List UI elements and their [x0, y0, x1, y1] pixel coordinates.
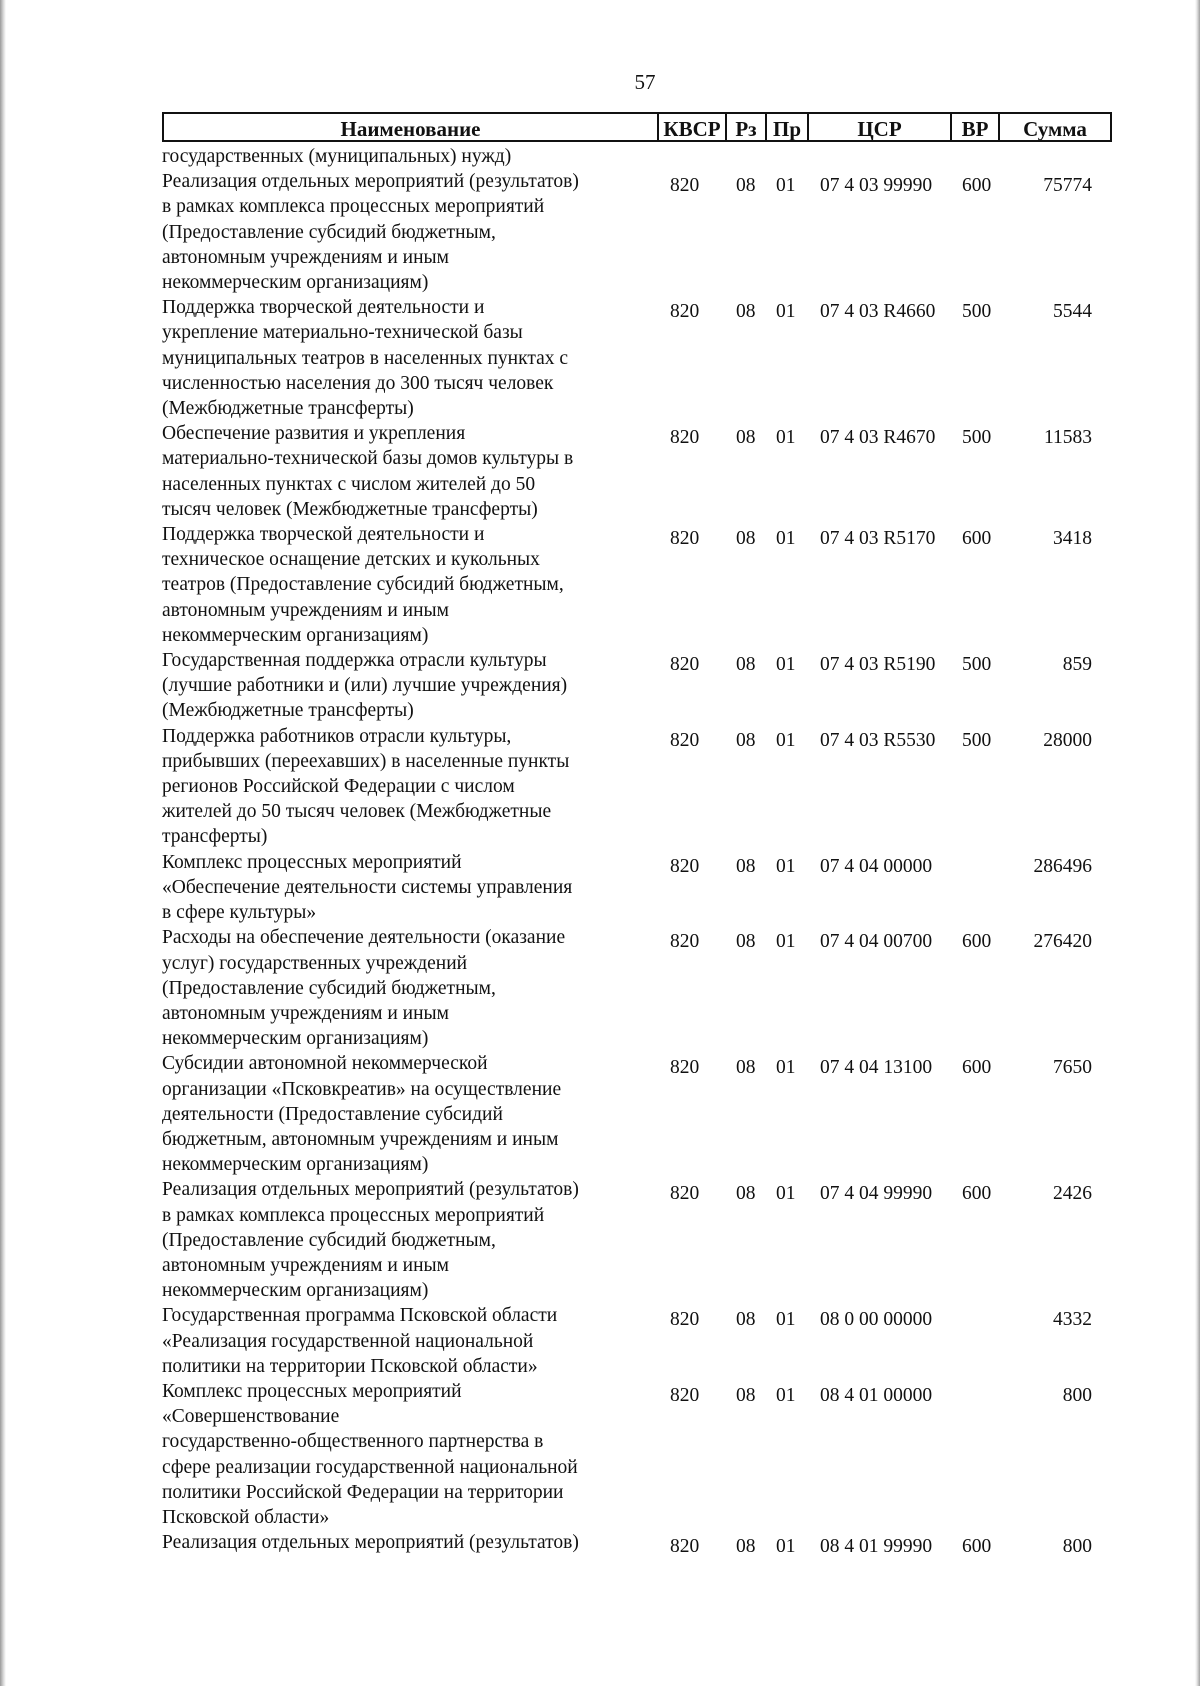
- row-rz: 08: [736, 1309, 756, 1331]
- table-row: [162, 724, 1112, 850]
- row-sum: 7650: [1053, 1057, 1092, 1079]
- page-number: 57: [634, 70, 656, 94]
- budget-table: [162, 112, 1112, 1558]
- row-kvsr: 820: [670, 175, 700, 197]
- row-rz: 08: [736, 1384, 756, 1406]
- row-csr: 07 4 04 00700: [820, 931, 933, 953]
- header-rz: Рз: [725, 112, 765, 142]
- header-csr: ЦСР: [807, 112, 950, 142]
- row-pr: 01: [776, 1384, 796, 1406]
- row-name: Субсидии автономной некоммерческой организации «Псковкреатив» на осуществление деятельности (Предоставление субсидий бюджетным, автономным учреждениям и иным некоммерческим организациям): [162, 1053, 562, 1176]
- row-csr: 07 4 03 R5190: [820, 654, 936, 676]
- table-row: [162, 1530, 1112, 1558]
- header-kvsr: КВСР: [657, 112, 725, 142]
- row-csr: 07 4 03 R5530: [820, 729, 936, 751]
- row-kvsr: 820: [670, 931, 700, 953]
- row-sum: 75774: [1043, 175, 1092, 197]
- row-name: государственных (муниципальных) нужд): [162, 146, 512, 167]
- scan-edge-right: [1195, 0, 1200, 1686]
- table-row: [162, 1177, 1112, 1303]
- row-csr: 08 4 01 00000: [820, 1384, 933, 1406]
- row-vr: 600: [962, 931, 992, 953]
- row-sum: 286496: [1033, 855, 1092, 877]
- row-rz: 08: [736, 427, 756, 449]
- row-vr: 500: [962, 427, 992, 449]
- row-rz: 08: [736, 1183, 756, 1205]
- row-name: Поддержка работников отрасли культуры, прибывших (переехавших) в населенные пункты регионов Российской Федерации с числом жителей до 50 тысяч человек (Межбюджетные трансферты): [162, 725, 570, 848]
- row-sum: 800: [1062, 1384, 1092, 1406]
- row-name: Реализация отдельных мероприятий (результатов) в рамках комплекса процессных мероприятий (Предоставление субсидий бюджетным, автономным учреждениям и иным некоммерческим организациям): [162, 1179, 579, 1302]
- row-csr: 08 4 01 99990: [820, 1536, 933, 1558]
- row-pr: 01: [776, 427, 796, 449]
- row-name: Расходы на обеспечение деятельности (оказание услуг) государственных учреждений (Предоставление субсидий бюджетным, автономным учреждениям и иным некоммерческим организациям): [162, 927, 566, 1050]
- row-vr: 600: [962, 528, 992, 550]
- row-rz: 08: [736, 175, 756, 197]
- row-csr: 07 4 04 13100: [820, 1057, 933, 1079]
- row-kvsr: 820: [670, 654, 700, 676]
- row-pr: 01: [776, 528, 796, 550]
- row-pr: 01: [776, 855, 796, 877]
- row-sum: 4332: [1053, 1309, 1092, 1331]
- row-name: Реализация отдельных мероприятий (результатов): [162, 1532, 579, 1554]
- row-kvsr: 820: [670, 301, 700, 323]
- table-row: [162, 648, 1112, 724]
- table-row: [162, 1303, 1112, 1379]
- row-pr: 01: [776, 175, 796, 197]
- row-kvsr: 820: [670, 855, 700, 877]
- row-sum: 859: [1062, 654, 1092, 676]
- table-row: [162, 144, 1112, 169]
- header-vr: ВР: [950, 112, 998, 142]
- row-pr: 01: [776, 1057, 796, 1079]
- row-vr: 500: [962, 301, 992, 323]
- row-pr: 01: [776, 1309, 796, 1331]
- row-csr: 07 4 04 00000: [820, 855, 933, 877]
- header-sum: Сумма: [998, 112, 1112, 142]
- row-name: Государственная программа Псковской области «Реализация государственной национальной политики на территории Псковской области»: [162, 1305, 558, 1377]
- header-pr: Пр: [765, 112, 807, 142]
- row-kvsr: 820: [670, 1057, 700, 1079]
- row-sum: 276420: [1033, 931, 1092, 953]
- row-name: Комплекс процессных мероприятий «Совершенствование государственно-общественного партнерства в сфере реализации государственной национальной политики Российской Федерации на территории Псковской области»: [162, 1380, 578, 1528]
- row-rz: 08: [736, 654, 756, 676]
- row-rz: 08: [736, 528, 756, 550]
- row-kvsr: 820: [670, 1183, 700, 1205]
- table-body: [162, 144, 1112, 1558]
- table-row: [162, 295, 1112, 421]
- row-kvsr: 820: [670, 528, 700, 550]
- row-name: Обеспечение развития и укрепления материально-технической базы домов культуры в населенных пунктах с числом жителей до 50 тысяч человек (Межбюджетные трансферты): [162, 423, 574, 520]
- table-row: [162, 1051, 1112, 1177]
- row-vr: 600: [962, 1536, 992, 1558]
- table-row: [162, 169, 1112, 295]
- row-kvsr: 820: [670, 427, 700, 449]
- row-rz: 08: [736, 301, 756, 323]
- row-kvsr: 820: [670, 1536, 700, 1558]
- scan-edge-left: [0, 0, 6, 1686]
- row-name: Государственная поддержка отрасли культуры (лучшие работники и (или) лучшие учреждения) (Межбюджетные трансферты): [162, 650, 568, 722]
- row-name: Реализация отдельных мероприятий (результатов) в рамках комплекса процессных мероприятий (Предоставление субсидий бюджетным, автономным учреждениям и иным некоммерческим организациям): [162, 171, 579, 294]
- row-pr: 01: [776, 729, 796, 751]
- row-rz: 08: [736, 729, 756, 751]
- row-sum: 5544: [1053, 301, 1092, 323]
- row-sum: 2426: [1053, 1183, 1092, 1205]
- table-row: [162, 925, 1112, 1051]
- row-vr: 600: [962, 1057, 992, 1079]
- row-rz: 08: [736, 1057, 756, 1079]
- row-sum: 28000: [1043, 729, 1092, 751]
- row-csr: 08 0 00 00000: [820, 1309, 933, 1331]
- row-pr: 01: [776, 654, 796, 676]
- table-row: [162, 421, 1112, 522]
- row-pr: 01: [776, 1183, 796, 1205]
- row-csr: 07 4 03 R4670: [820, 427, 936, 449]
- row-sum: 3418: [1053, 528, 1092, 550]
- table-row: [162, 522, 1112, 648]
- row-pr: 01: [776, 931, 796, 953]
- row-rz: 08: [736, 1536, 756, 1558]
- header-name: Наименование: [162, 112, 657, 142]
- table-header: [162, 112, 1112, 142]
- table-row: [162, 1379, 1112, 1530]
- row-pr: 01: [776, 1536, 796, 1558]
- row-name: Поддержка творческой деятельности и техническое оснащение детских и кукольных театров (Предоставление субсидий бюджетным, автономным учреждениям и иным некоммерческим организациям): [162, 524, 564, 646]
- row-kvsr: 820: [670, 1309, 700, 1331]
- row-vr: 600: [962, 1183, 992, 1205]
- row-kvsr: 820: [670, 1384, 700, 1406]
- row-kvsr: 820: [670, 729, 700, 751]
- row-rz: 08: [736, 931, 756, 953]
- row-vr: 600: [962, 175, 992, 197]
- row-name: Комплекс процессных мероприятий «Обеспечение деятельности системы управления в сфере культуры»: [162, 851, 573, 924]
- row-csr: 07 4 03 R5170: [820, 528, 936, 550]
- row-csr: 07 4 03 R4660: [820, 301, 936, 323]
- row-rz: 08: [736, 855, 756, 877]
- table-row: [162, 850, 1112, 926]
- row-vr: 500: [962, 729, 992, 751]
- row-vr: 500: [962, 654, 992, 676]
- row-csr: 07 4 04 99990: [820, 1183, 933, 1205]
- row-sum: 11583: [1043, 427, 1092, 449]
- row-sum: 800: [1062, 1536, 1092, 1558]
- row-pr: 01: [776, 301, 796, 323]
- row-csr: 07 4 03 99990: [820, 175, 933, 197]
- row-name: Поддержка творческой деятельности и укрепление материально-технической базы муниципальных театров в населенных пунктах с численностью населения до 300 тысяч человек (Межбюджетные трансферты): [162, 297, 569, 420]
